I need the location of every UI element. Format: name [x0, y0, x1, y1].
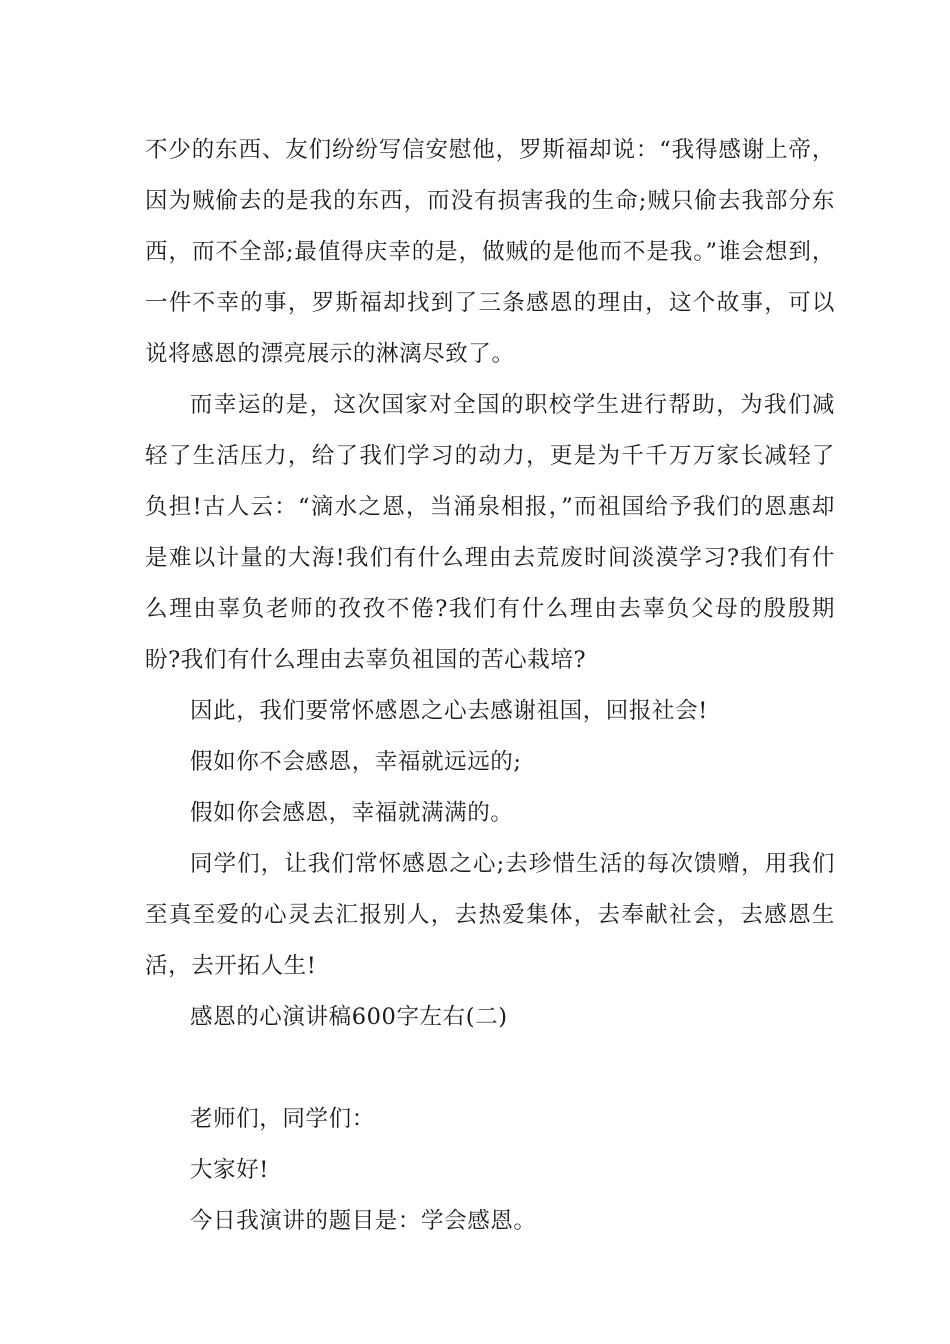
paragraph-topic: 今日我演讲的题目是：学会感恩。	[190, 1208, 537, 1234]
paragraph-gratitude-call: 因此，我们要常怀感恩之心去感谢祖国，回报社会!	[190, 698, 708, 724]
blank-line	[145, 1043, 835, 1094]
document-body	[145, 125, 835, 1247]
paragraph-salutation: 老师们，同学们：	[190, 1106, 375, 1132]
paragraph-roosevelt-story: 不少的东西、友们纷纷写信安慰他，罗斯福却说：“我得感谢上帝，因为贼偷去的是我的东西，而没有损害我的生命;贼只偷去我部分东西，而不全部;最值得庆幸的是，做贼的是他而不是我。”谁会想到，一件不幸的事，罗斯福却找到了三条感恩的理由，这个故事，可以说将感恩的漂亮展示的淋漓尽致了。	[145, 137, 835, 367]
paragraph-greeting: 大家好!	[190, 1157, 269, 1183]
paragraph-classmates: 同学们，让我们常怀感恩之心;去珍惜生活的每次馈赠，用我们至真至爱的心灵去汇报别人，去热爱集体，去奉献社会，去感恩生活，去开拓人生!	[145, 851, 835, 979]
paragraph-national-aid: 而幸运的是，这次国家对全国的职校学生进行帮助，为我们减轻了生活压力，给了我们学习的动力，更是为千千万万家长减轻了负担!古人云：“滴水之恩，当涌泉相报，”而祖国给予我们的恩惠却是难以计量的大海!我们有什么理由去荒废时间淡漠学习?我们有什么理由辜负老师的孜孜不倦?我们有什么理由去辜负父母的殷殷期盼?我们有什么理由去辜负祖国的苦心栽培?	[145, 392, 835, 673]
paragraph-if-not-grateful: 假如你不会感恩，幸福就远远的;	[190, 749, 522, 775]
paragraph-if-grateful: 假如你会感恩，幸福就满满的。	[190, 800, 514, 826]
section-heading: 感恩的心演讲稿600字左右(二)	[190, 1004, 508, 1030]
